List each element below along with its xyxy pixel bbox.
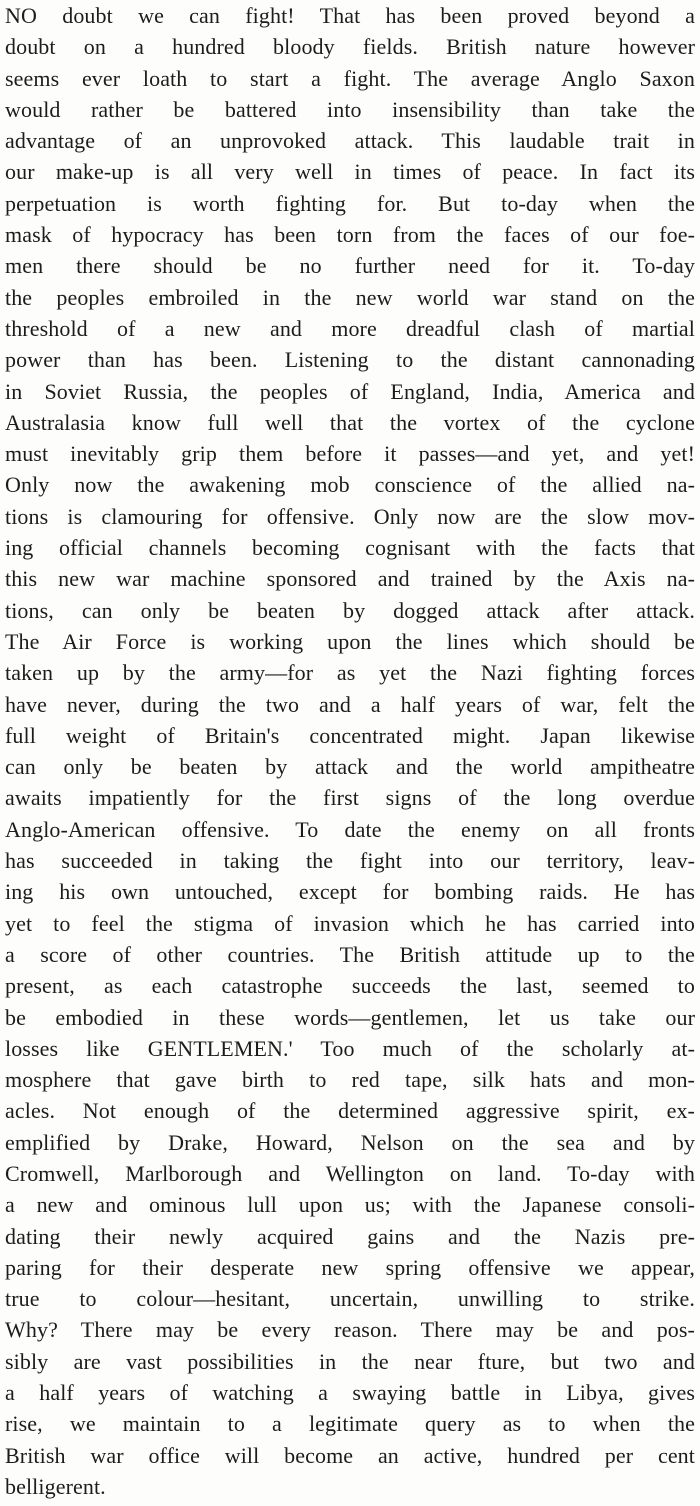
text-line: acles. Not enough of the determined aggressive spirit, ex- [5,1098,695,1124]
text-line: Australasia know full well that the vortex of the cyclone [5,409,695,435]
text-line: tions is clamouring for offensive. Only now are the slow mov- [5,503,695,529]
text-line: power than has been. Listening to the distant cannonading [5,347,695,373]
text-line: threshold of a new and more dreadful clash of martial [5,315,695,341]
text-line: true to colour—hesitant, uncertain, unwilling to strike. [5,1286,695,1312]
text-line: belligerent. [5,1473,106,1499]
text-line: this new war machine sponsored and trained by the Axis na- [5,566,695,592]
text-line: tions, can only be beaten by dogged attack after attack. [5,597,695,623]
text-line: would rather be battered into insensibility than take the [5,96,695,122]
text-line: taken up by the army—for as yet the Nazi fighting forces [5,660,695,686]
text-line: Cromwell, Marlborough and Wellington on land. To-day with [5,1160,695,1186]
text-line: present, as each catastrophe succeeds the last, seemed to [5,973,695,999]
text-line: mask of hypocracy has been torn from the faces of our foe- [5,222,695,248]
text-line: a new and ominous lull upon us; with the Japanese consoli- [5,1192,695,1218]
text-line: Only now the awakening mob conscience of the allied na- [5,472,695,498]
text-line: The Air Force is working upon the lines which should be [5,628,695,654]
text-line: must inevitably grip them before it passes—and yet, and yet! [5,441,695,467]
text-line: awaits impatiently for the first signs of the long overdue [5,785,695,811]
text-line: men there should be no further need for it. To-day [5,253,695,279]
text-line: has succeeded in taking the fight into our territory, leav- [5,848,695,874]
text-line: mosphere that gave birth to red tape, silk hats and mon- [5,1067,695,1093]
text-line: the peoples embroiled in the new world war stand on the [5,284,695,310]
text-line: have never, during the two and a half years of war, felt the [5,691,695,717]
text-line: paring for their desperate new spring offensive we appear, [5,1254,695,1280]
text-line: losses like GENTLEMEN.' Too much of the scholarly at- [5,1035,695,1061]
text-line: advantage of an unprovoked attack. This laudable trait in [5,128,695,154]
text-line: dating their newly acquired gains and the Nazis pre- [5,1223,695,1249]
text-line: NO doubt we can fight! That has been proved beyond a [5,3,695,28]
text-line: yet to feel the stigma of invasion which he has carried into [5,910,695,936]
text-line: sibly are vast possibilities in the near fture, but two and [5,1348,695,1374]
text-line: perpetuation is worth fighting for. But to-day when the [5,190,695,216]
text-line: Anglo-American offensive. To date the enemy on all fronts [5,816,695,842]
text-line: seems ever loath to start a fight. The average Anglo Saxon [5,65,695,91]
text-line: a score of other countries. The British attitude up to the [5,941,695,967]
text-line: full weight of Britain's concentrated might. Japan likewise [5,722,695,748]
article-body [5,0,695,1502]
text-line: in Soviet Russia, the peoples of England, India, America and [5,378,695,404]
text-line: can only be beaten by attack and the world ampitheatre [5,754,695,780]
text-line: British war office will become an active, hundred per cent [5,1442,695,1468]
text-line: a half years of watching a swaying battle in Libya, gives [5,1380,695,1406]
text-line: Why? There may be every reason. There may be and pos- [5,1317,695,1343]
text-line: emplified by Drake, Howard, Nelson on the sea and by [5,1129,695,1155]
text-line: our make-up is all very well in times of peace. In fact its [5,159,695,185]
text-line: be embodied in these words—gentlemen, let us take our [5,1004,695,1030]
text-line: ing official channels becoming cognisant with the facts that [5,535,695,561]
text-line: ing his own untouched, except for bombing raids. He has [5,879,695,905]
text-line: doubt on a hundred bloody fields. British nature however [5,34,695,60]
text-line: rise, we maintain to a legitimate query as to when the [5,1411,695,1437]
